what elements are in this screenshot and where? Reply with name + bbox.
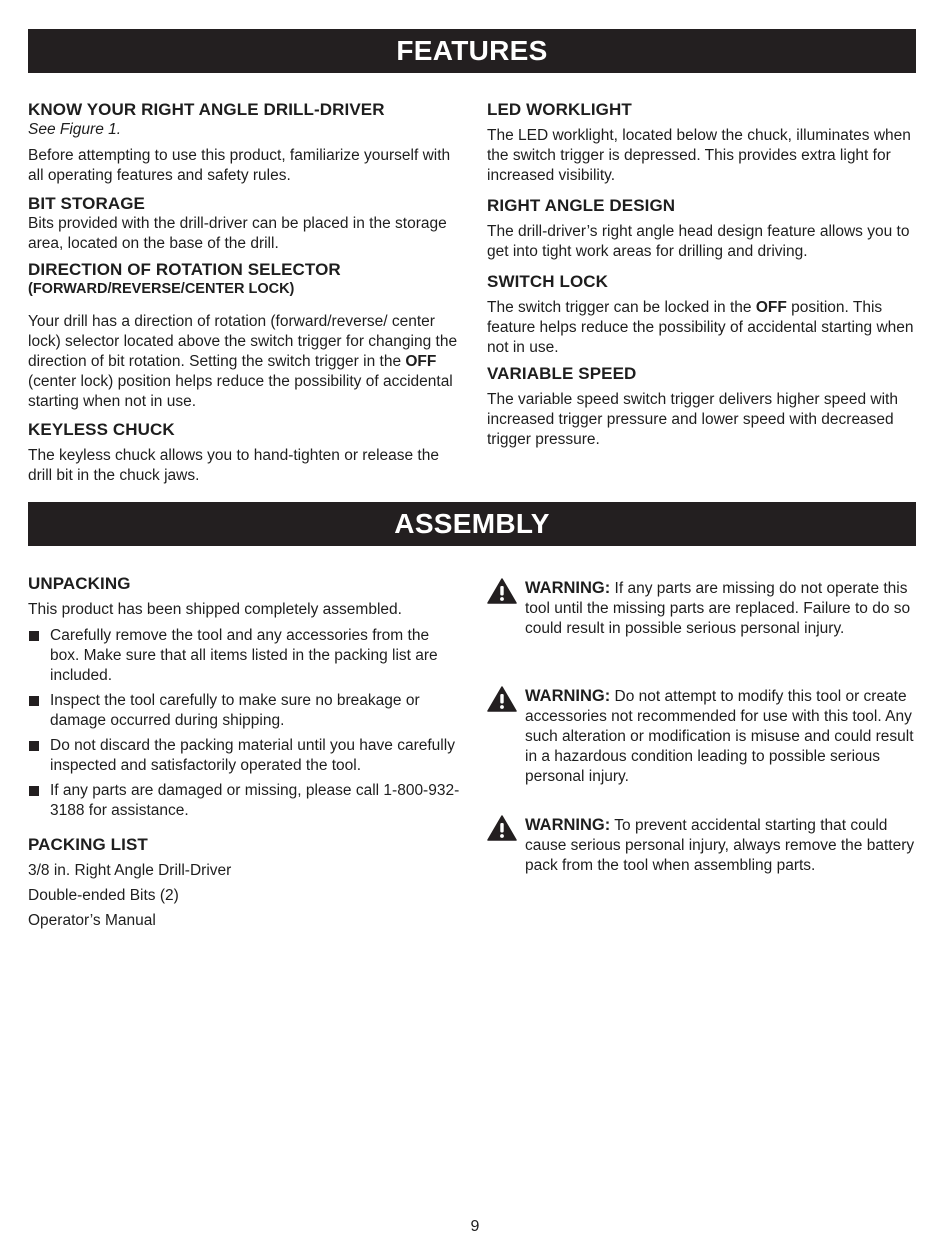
right-angle-body: The drill-driver’s right angle head design feature allows you to get into tight work areas for drilling and driving. <box>487 223 910 260</box>
know-body: Before attempting to use this product, familiarize yourself with all operating features and safety rules. <box>28 147 451 184</box>
features-right-column <box>487 100 919 450</box>
bit-storage-title: BIT STORAGE <box>28 194 145 213</box>
bit-storage-body: Bits provided with the drill-driver can be placed in the storage area, located on the base of the drill. <box>28 215 447 252</box>
know-title: KNOW YOUR RIGHT ANGLE DRILL-DRIVER <box>28 100 385 119</box>
bullet-square-icon <box>29 631 39 641</box>
direction-selector-body: Your drill has a direction of rotation (forward/reverse/ center lock) selector located above the switch trigger for changing the direction of bit rotation. Setting the switch trigger in the OFF (center lock) position helps reduce the possibility of accidental starting when not in use. <box>28 313 458 410</box>
packing-list-title: PACKING LIST <box>28 835 148 854</box>
switch-lock-body: The switch trigger can be locked in the OFF position. This feature helps reduce the possibility of accidental starting when not in use. <box>487 299 914 356</box>
features-left-column <box>28 100 460 486</box>
warning-text: WARNING: Do not attempt to modify this tool or create accessories not recommended for use with this tool. Any such alteration or modification is misuse and could result in a hazardous condition leading to possible serious personal injury. <box>525 687 914 785</box>
bullet-square-icon <box>29 696 39 706</box>
variable-speed-title: VARIABLE SPEED <box>487 364 637 383</box>
keyless-chuck-title: KEYLESS CHUCK <box>28 420 175 439</box>
warning-block <box>487 815 917 876</box>
list-item: Carefully remove the tool and any accessories from the box. Make sure that all items listed in the packing list are included. <box>28 626 460 686</box>
warning-label: WARNING: <box>525 579 611 597</box>
packing-item: 3/8 in. Right Angle Drill-Driver <box>28 862 232 879</box>
led-worklight-title: LED WORKLIGHT <box>487 100 632 119</box>
warning-label: WARNING: <box>525 687 611 705</box>
warning-label: WARNING: <box>525 816 611 834</box>
variable-speed-body: The variable speed switch trigger delivers higher speed with increased trigger pressure and lower speed with decreased trigger pressure. <box>487 391 898 448</box>
warning-block <box>487 686 917 787</box>
direction-selector-subtitle: (FORWARD/REVERSE/CENTER LOCK) <box>28 281 295 297</box>
warning-text: WARNING: To prevent accidental starting that could cause serious personal injury, always remove the battery pack from the tool when assembling parts. <box>525 816 915 874</box>
features-banner: FEATURES <box>28 29 916 73</box>
warning-triangle-icon <box>487 815 517 841</box>
unpacking-list <box>28 626 460 821</box>
right-angle-title: RIGHT ANGLE DESIGN <box>487 196 676 215</box>
packing-item: Operator’s Manual <box>28 912 156 929</box>
bullet-square-icon <box>29 786 39 796</box>
list-item: If any parts are damaged or missing, please call 1-800-932-3188 for assistance. <box>28 781 460 821</box>
keyless-chuck-body: The keyless chuck allows you to hand-tighten or release the drill bit in the chuck jaws. <box>28 447 439 484</box>
warning-text: WARNING: If any parts are missing do not operate this tool until the missing parts are replaced. Failure to do so could result in possible serious personal injury. <box>525 579 911 637</box>
led-worklight-body: The LED worklight, located below the chuck, illuminates when the switch trigger is depressed. This provides extra light for increased visibility. <box>487 127 911 184</box>
know-figure-ref: See Figure 1. <box>28 121 122 138</box>
unpacking-intro: This product has been shipped completely assembled. <box>28 601 402 618</box>
page-number: 9 <box>470 1218 480 1235</box>
warning-block <box>487 578 917 639</box>
warning-triangle-icon <box>487 578 517 604</box>
bullet-square-icon <box>29 741 39 751</box>
packing-item: Double-ended Bits (2) <box>28 887 179 904</box>
assembly-left-column <box>28 574 460 931</box>
off-label: OFF <box>755 299 787 316</box>
unpacking-title: UNPACKING <box>28 574 131 593</box>
warning-triangle-icon <box>487 686 517 712</box>
list-item: Do not discard the packing material until you have carefully inspected and satisfactorily operated the tool. <box>28 736 460 776</box>
direction-selector-title: DIRECTION OF ROTATION SELECTOR <box>28 260 341 279</box>
switch-lock-title: SWITCH LOCK <box>487 272 609 291</box>
off-label: OFF <box>405 353 437 370</box>
assembly-banner: ASSEMBLY <box>28 502 916 546</box>
list-item: Inspect the tool carefully to make sure no breakage or damage occurred during shipping. <box>28 691 460 731</box>
